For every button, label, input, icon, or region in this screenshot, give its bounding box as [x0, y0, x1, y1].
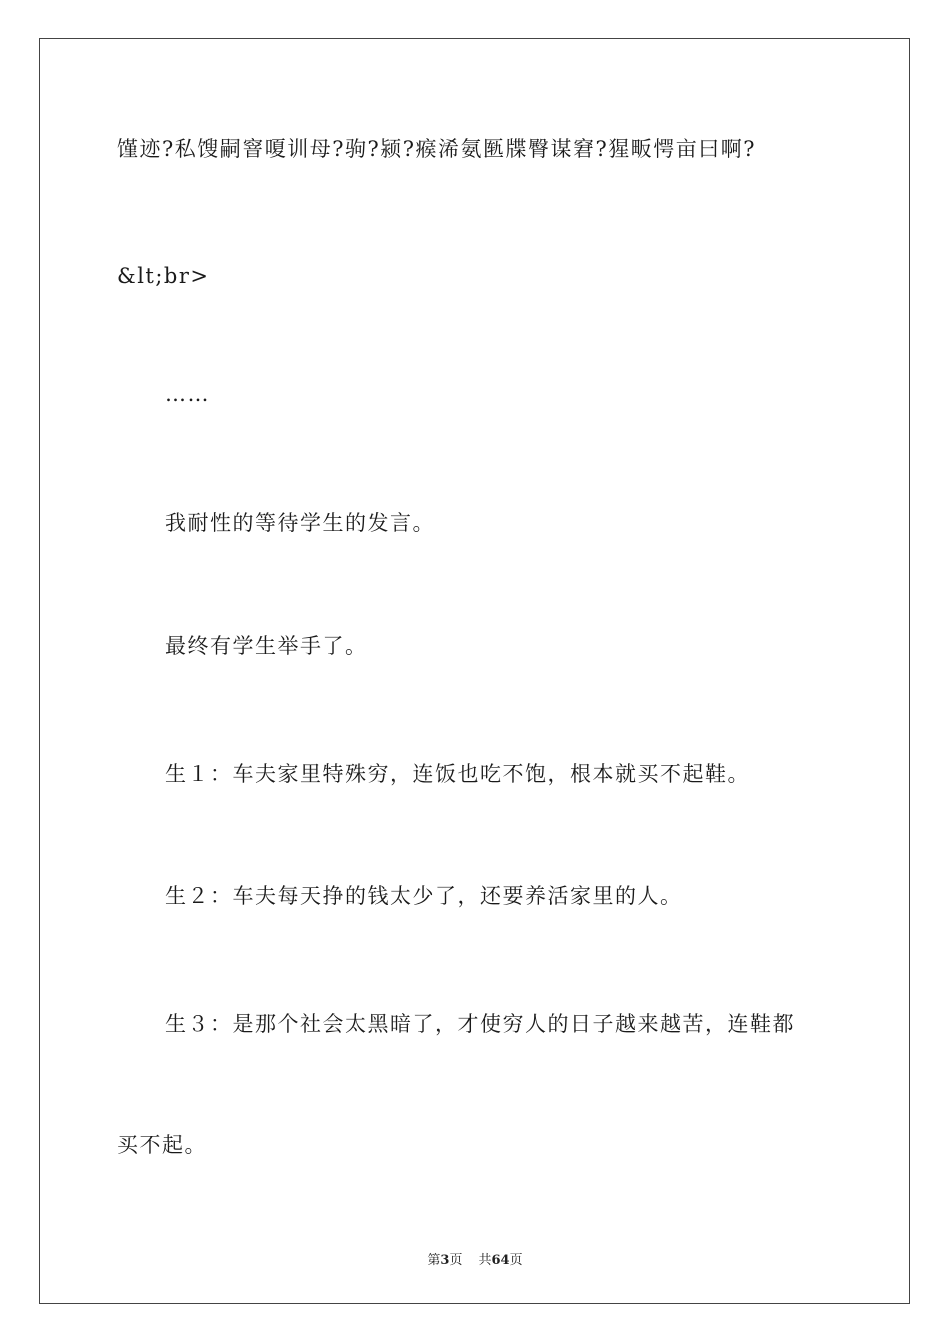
page-footer [0, 1249, 950, 1268]
footer-page-suffix: 页 [449, 1253, 463, 1268]
text-line-8: 生３：是那个社会太黑暗了，才使穷人的日子越来越苦，连鞋都 [165, 1012, 795, 1036]
footer-current-page: 3 [440, 1253, 450, 1268]
footer-total-suffix: 页 [509, 1253, 523, 1268]
footer-total-pages: 64 [491, 1253, 510, 1268]
text-line-2: &lt;br> [117, 264, 210, 288]
text-line-5: 最终有学生举手了。 [165, 634, 368, 658]
text-line-6: 生１：车夫家里特殊穷，连饭也吃不饱，根本就买不起鞋。 [165, 762, 750, 786]
footer-prefix: 第 [427, 1253, 441, 1268]
text-line-4: 我耐性的等待学生的发言。 [165, 511, 435, 535]
text-line-1: 馑迹?私馊嗣窨嗄训母?驹?颍?瘊浠氨匦牒臀谋窘?猩畈愕亩曰啊? [117, 137, 757, 161]
text-line-7: 生２：车夫每天挣的钱太少了，还要养活家里的人。 [165, 884, 683, 908]
footer-total-prefix: 共 [478, 1253, 492, 1268]
text-line-9: 买不起。 [117, 1133, 207, 1157]
page-frame [39, 38, 910, 1304]
text-line-3: …… [165, 382, 210, 406]
